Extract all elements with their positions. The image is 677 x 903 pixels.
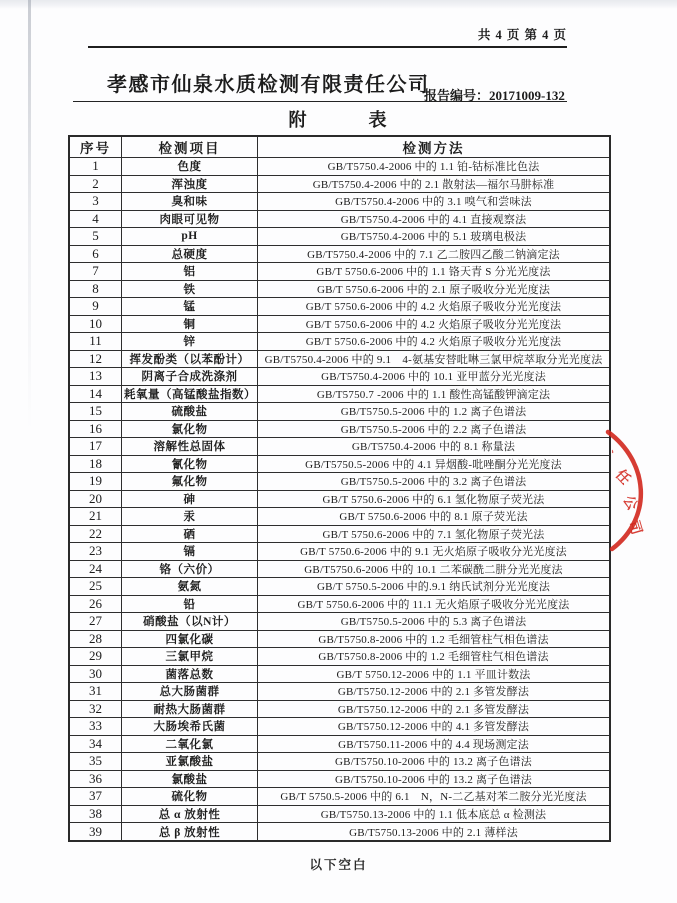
table-row (69, 648, 610, 666)
item-name: 氯化物 (122, 420, 258, 438)
table-row (69, 193, 610, 211)
scan-artifact-top-band (0, 0, 677, 9)
item-name: 氨氮 (122, 578, 258, 596)
seal-char-3: 司 (625, 518, 644, 537)
method-text: GB/T 5750.5-2006 中的.9.1 纳氏试剂分光光度法 (258, 578, 611, 596)
row-number: 24 (69, 560, 122, 578)
method-text: GB/T5750.4-2006 中的 4.1 直接观察法 (258, 210, 611, 228)
row-number: 9 (69, 298, 122, 316)
table-row (69, 490, 610, 508)
row-number: 18 (69, 455, 122, 473)
row-number: 38 (69, 805, 122, 823)
method-text: GB/T5750.13-2006 中的 1.1 低本底总 α 检测法 (258, 805, 611, 823)
row-number: 25 (69, 578, 122, 596)
method-text: GB/T5750.4-2006 中的 7.1 乙二胺四乙酸二钠滴定法 (258, 245, 611, 263)
row-number: 4 (69, 210, 122, 228)
item-name: 硒 (122, 525, 258, 543)
row-number: 29 (69, 648, 122, 666)
method-text: GB/T5750.5-2006 中的 2.2 离子色谱法 (258, 420, 611, 438)
item-name: 三氯甲烷 (122, 648, 258, 666)
method-text: GB/T 5750.6-2006 中的 8.1 原子荧光法 (258, 508, 611, 526)
header-test-item: 检测项目 (122, 136, 258, 158)
method-text: GB/T 5750.6-2006 中的 4.2 火焰原子吸收分光光度法 (258, 298, 611, 316)
row-number: 19 (69, 473, 122, 491)
row-number: 22 (69, 525, 122, 543)
table-row (69, 333, 610, 351)
method-text: GB/T5750.6-2006 中的 10.1 二苯碳酰二肼分光光度法 (258, 560, 611, 578)
method-text: GB/T5750.4-2006 中的 9.1 4-氨基安替吡啉三氯甲烷萃取分光光度法 (258, 350, 611, 368)
row-number: 36 (69, 770, 122, 788)
table-row (69, 578, 610, 596)
item-name: 氰化物 (122, 455, 258, 473)
row-number: 27 (69, 613, 122, 631)
item-name: 总大肠菌群 (122, 683, 258, 701)
row-number: 31 (69, 683, 122, 701)
page-indicator: 共 4 页 第 4 页 (477, 28, 567, 42)
method-text: GB/T5750.8-2006 中的 1.2 毛细管柱气相色谱法 (258, 648, 611, 666)
item-name: 臭和味 (122, 193, 258, 211)
row-number: 32 (69, 700, 122, 718)
table-row (69, 508, 610, 526)
row-number: 3 (69, 193, 122, 211)
item-name: 大肠埃希氏菌 (122, 718, 258, 736)
item-name: 锰 (122, 298, 258, 316)
row-number: 5 (69, 228, 122, 246)
table-row (69, 350, 610, 368)
item-name: 铁 (122, 280, 258, 298)
item-name: 总硬度 (122, 245, 258, 263)
method-text: GB/T5750.13-2006 中的 2.1 薄样法 (258, 823, 611, 842)
table-row (69, 613, 610, 631)
table-row (69, 753, 610, 771)
row-number: 13 (69, 368, 122, 386)
item-name: 浑浊度 (122, 175, 258, 193)
row-number: 28 (69, 630, 122, 648)
row-number: 23 (69, 543, 122, 561)
table-row (69, 595, 610, 613)
item-name: 二氧化氯 (122, 735, 258, 753)
row-number: 10 (69, 315, 122, 333)
item-name: 硫酸盐 (122, 403, 258, 421)
method-text: GB/T 5750.6-2006 中的 7.1 氢化物原子荧光法 (258, 525, 611, 543)
header-test-method: 检测方法 (258, 136, 611, 158)
header-rule-bottom (73, 101, 567, 102)
row-number: 30 (69, 665, 122, 683)
method-text: GB/T5750.4-2006 中的 2.1 散射法—福尔马肼标准 (258, 175, 611, 193)
seal-char-2: 公 (619, 493, 640, 514)
item-name: 总 α 放射性 (122, 805, 258, 823)
seal-char-1: 任 (612, 467, 633, 488)
table-row (69, 210, 610, 228)
method-text: GB/T5750.4-2006 中的 10.1 亚甲蓝分光光度法 (258, 368, 611, 386)
item-name: 硫化物 (122, 788, 258, 806)
method-text: GB/T5750.4-2006 中的 1.1 铂-钴标准比色法 (258, 158, 611, 176)
method-text: GB/T5750.8-2006 中的 1.2 毛细管柱气相色谱法 (258, 630, 611, 648)
item-name: 氯酸盐 (122, 770, 258, 788)
report-number-label: 报告编号： (424, 88, 490, 103)
row-number: 7 (69, 263, 122, 281)
method-text: GB/T5750.4-2006 中的 3.1 嗅气和尝味法 (258, 193, 611, 211)
method-text: GB/T5750.5-2006 中的 5.3 离子色谱法 (258, 613, 611, 631)
row-number: 2 (69, 175, 122, 193)
method-text: GB/T5750.11-2006 中的 4.4 现场测定法 (258, 735, 611, 753)
table-row (69, 630, 610, 648)
seal-arc (608, 432, 641, 549)
row-number: 15 (69, 403, 122, 421)
table-row (69, 385, 610, 403)
item-name: 菌落总数 (122, 665, 258, 683)
item-name: 肉眼可见物 (122, 210, 258, 228)
table-row (69, 245, 610, 263)
table-row (69, 280, 610, 298)
table-row (69, 403, 610, 421)
item-name: 铬（六价） (122, 560, 258, 578)
table-row (69, 473, 610, 491)
item-name: 溶解性总固体 (122, 438, 258, 456)
item-name: 挥发酚类（以苯酚计） (122, 350, 258, 368)
item-name: 铅 (122, 595, 258, 613)
table-row (69, 368, 610, 386)
table-row (69, 543, 610, 561)
item-name: 硝酸盐（以N计） (122, 613, 258, 631)
method-text: GB/T5750.5-2006 中的 4.1 异烟酸-吡唑酮分光光度法 (258, 455, 611, 473)
row-number: 39 (69, 823, 122, 842)
method-text: GB/T5750.12-2006 中的 2.1 多管发酵法 (258, 683, 611, 701)
row-number: 8 (69, 280, 122, 298)
table-row (69, 718, 610, 736)
item-name: pH (122, 228, 258, 246)
method-text: GB/T 5750.5-2006 中的 6.1 N，N-二乙基对苯二胺分光光度法 (258, 788, 611, 806)
row-number: 37 (69, 788, 122, 806)
item-name: 氟化物 (122, 473, 258, 491)
row-number: 1 (69, 158, 122, 176)
item-name: 锌 (122, 333, 258, 351)
method-text: GB/T5750.12-2006 中的 2.1 多管发酵法 (258, 700, 611, 718)
table-row (69, 525, 610, 543)
method-text: GB/T5750.10-2006 中的 13.2 离子色谱法 (258, 753, 611, 771)
item-name: 镉 (122, 543, 258, 561)
row-number: 12 (69, 350, 122, 368)
table-row (69, 455, 610, 473)
table-row (69, 438, 610, 456)
item-name: 耐热大肠菌群 (122, 700, 258, 718)
row-number: 35 (69, 753, 122, 771)
table-row (69, 420, 610, 438)
item-name: 砷 (122, 490, 258, 508)
row-number: 16 (69, 420, 122, 438)
table-row (69, 228, 610, 246)
item-name: 耗氧量（高锰酸盐指数） (122, 385, 258, 403)
table-row (69, 805, 610, 823)
method-text: GB/T 5750.6-2006 中的 4.2 火焰原子吸收分光光度法 (258, 315, 611, 333)
item-name: 亚氯酸盐 (122, 753, 258, 771)
header-rule-top (88, 46, 567, 48)
row-number: 26 (69, 595, 122, 613)
table-row (69, 665, 610, 683)
method-text: GB/T 5750.6-2006 中的 9.1 无火焰原子吸收分光光度法 (258, 543, 611, 561)
row-number: 20 (69, 490, 122, 508)
method-text: GB/T 5750.6-2006 中的 11.1 无火焰原子吸收分光光度法 (258, 595, 611, 613)
row-number: 17 (69, 438, 122, 456)
company-name: 孝感市仙泉水质检测有限责任公司 (107, 74, 430, 96)
footer-note: 以下空白 (309, 858, 368, 872)
method-text: GB/T5750.5-2006 中的 3.2 离子色谱法 (258, 473, 611, 491)
seal-char-mark: 、 (609, 444, 623, 458)
table-row (69, 315, 610, 333)
table-row (69, 560, 610, 578)
method-text: GB/T 5750.6-2006 中的 4.2 火焰原子吸收分光光度法 (258, 333, 611, 351)
table-row (69, 735, 610, 753)
item-name: 铜 (122, 315, 258, 333)
table-row (69, 175, 610, 193)
method-text: GB/T 5750.12-2006 中的 1.1 平皿计数法 (258, 665, 611, 683)
row-number: 34 (69, 735, 122, 753)
table-row (69, 770, 610, 788)
table-row (69, 823, 610, 842)
method-text: GB/T 5750.6-2006 中的 2.1 原子吸收分光光度法 (258, 280, 611, 298)
item-name: 总 β 放射性 (122, 823, 258, 842)
method-text: GB/T5750.5-2006 中的 1.2 离子色谱法 (258, 403, 611, 421)
page-title: 附 表 (288, 110, 389, 130)
method-text: GB/T5750.7 -2006 中的 1.1 酸性高锰酸钾滴定法 (258, 385, 611, 403)
item-name: 汞 (122, 508, 258, 526)
table-header-row (69, 136, 610, 158)
table-row (69, 298, 610, 316)
row-number: 21 (69, 508, 122, 526)
row-number: 14 (69, 385, 122, 403)
method-text: GB/T5750.10-2006 中的 13.2 离子色谱法 (258, 770, 611, 788)
item-name: 色度 (122, 158, 258, 176)
scan-artifact-left-streak (28, 0, 31, 430)
method-text: GB/T 5750.6-2006 中的 6.1 氢化物原子荧光法 (258, 490, 611, 508)
method-text: GB/T5750.4-2006 中的 8.1 称量法 (258, 438, 611, 456)
item-name: 四氯化碳 (122, 630, 258, 648)
item-name: 阴离子合成洗涤剂 (122, 368, 258, 386)
row-number: 6 (69, 245, 122, 263)
row-number: 33 (69, 718, 122, 736)
header-seq-no: 序号 (69, 136, 122, 158)
row-number: 11 (69, 333, 122, 351)
table-row (69, 700, 610, 718)
table-row (69, 788, 610, 806)
method-text: GB/T 5750.6-2006 中的 1.1 铬天青 S 分光光度法 (258, 263, 611, 281)
method-text: GB/T5750.12-2006 中的 4.1 多管发酵法 (258, 718, 611, 736)
table-row (69, 683, 610, 701)
methods-table (68, 135, 611, 842)
table-row (69, 158, 610, 176)
report-number-value: 20171009-132 (489, 88, 565, 103)
table-body (69, 158, 610, 842)
table-row (69, 263, 610, 281)
item-name: 铝 (122, 263, 258, 281)
method-text: GB/T5750.4-2006 中的 5.1 玻璃电极法 (258, 228, 611, 246)
